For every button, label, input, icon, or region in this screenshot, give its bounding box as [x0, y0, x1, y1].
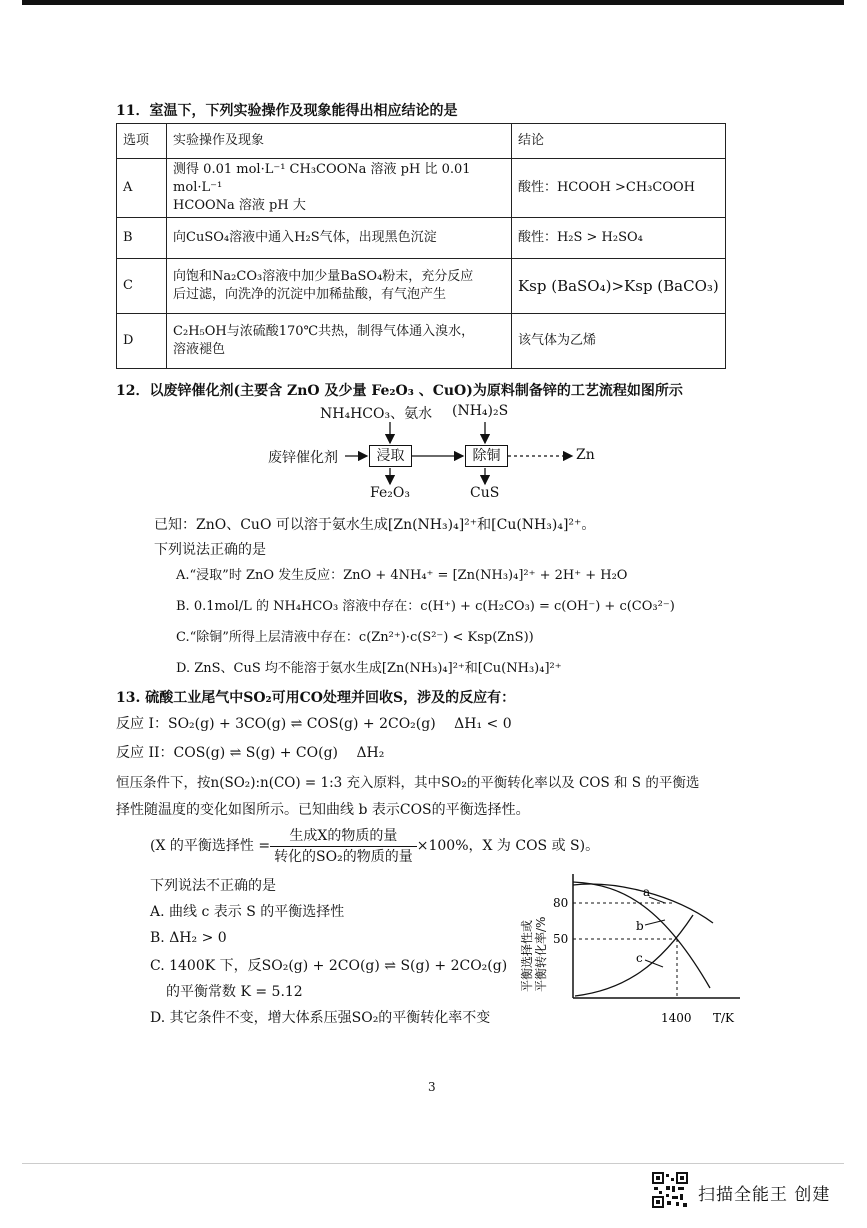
row-operation: 测得 0.01 mol·L⁻¹ CH₃COONa 溶液 pH 比 0.01 mol·L⁻¹ HCOONa 溶液 pH 大 [167, 159, 512, 218]
q13-option-d: D. 其它条件不变，增大体系压强SO₂的平衡转化率不变 [150, 1010, 491, 1026]
q13-stem: 下列说法不正确的是 [150, 878, 276, 894]
flow-reagent-1: NH₄HCO₃、氨水 [320, 406, 433, 422]
row-conclusion: 该气体为乙烯 [511, 314, 725, 369]
q12-option-c: C.“除铜”所得上层清液中存在：c(Zn²⁺)·c(S²⁻) < Ksp(ZnS)) [176, 630, 534, 645]
q12-option-b: B. 0.1mol/L 的 NH₄HCO₃ 溶液中存在：c(H⁺) + c(H₂CO₃) = c(OH⁻) + c(CO₃²⁻) [176, 599, 675, 614]
footer-divider [22, 1163, 844, 1164]
row-operation: 向CuSO₄溶液中通入H₂S气体，出现黑色沉淀 [167, 218, 512, 259]
header-operation: 实验操作及现象 [167, 124, 512, 159]
row-conclusion: 酸性：HCOOH >CH₃COOH [511, 159, 725, 218]
q12-known: 已知：ZnO、CuO 可以溶于氨水生成[Zn(NH₃)₄]²⁺和[Cu(NH₃)₄]²⁺。 [154, 517, 596, 533]
label-c: c [636, 951, 643, 965]
row-conclusion: 酸性：H₂S > H₂SO₄ [511, 218, 725, 259]
flow-product: Zn [576, 447, 595, 463]
q13-condition-line-1: 恒压条件下，按n(SO₂):n(CO) = 1:3 充入原料，其中SO₂的平衡转化率以及 COS 和 S 的平衡选 [116, 775, 700, 791]
row-operation: 向饱和Na₂CO₃溶液中加少量BaSO₄粉末，充分反应 后过滤，向洗净的沉淀中加稀盐酸，有气泡产生 [167, 259, 512, 314]
flow-step-leach: 浸取 [369, 445, 412, 467]
label-b: b [636, 919, 644, 933]
q12-option-d: D. ZnS、CuS 均不能溶于氨水生成[Zn(NH₃)₄]²⁺和[Cu(NH₃)₄]²⁺ [176, 661, 562, 676]
row-conclusion: Ksp (BaSO₄)>Ksp (BaCO₃) [511, 259, 725, 314]
leader-a [649, 897, 665, 903]
tick-50: 50 [553, 932, 569, 946]
q13-option-b: B. ΔH₂ > 0 [150, 930, 227, 946]
q13-title: 13. 硫酸工业尾气中SO₂可用CO处理并回收S，涉及的反应有： [116, 690, 516, 706]
flow-step-copper-removal: 除铜 [465, 445, 508, 467]
header-conclusion: 结论 [511, 124, 725, 159]
footer-brand: 扫描全能王 创建 [698, 1185, 831, 1205]
label-a: a [643, 885, 651, 899]
selectivity-fraction: $\frac{\text{生成X的物质的量}}{\text{转化的SO₂的物质的量}}$ [270, 826, 417, 867]
q12-title: 12．以废锌催化剂(主要含 ZnO 及少量 Fe₂O₃ 、CuO)为原料制备锌的工艺流程如图所示 [116, 383, 683, 399]
flow-start: 废锌催化剂 [268, 450, 338, 466]
row-operation: C₂H₅OH与浓硫酸170℃共热，制得气体通入溴水， 溶液褪色 [167, 314, 512, 369]
qr-code-icon [652, 1172, 688, 1208]
curve-b [573, 882, 710, 988]
flow-reagent-2: (NH₄)₂S [452, 403, 509, 419]
y-label-1: 平衡选择性或 [520, 919, 534, 992]
row-option: D [117, 314, 167, 369]
q13-reaction-1: 反应 I：SO₂(g) + 3CO(g) ⇌ COS(g) + 2CO₂(g) ΔH₁ < 0 [116, 716, 512, 732]
header-option: 选项 [117, 124, 167, 159]
q11-title: 11．室温下，下列实验操作及现象能得出相应结论的是 [116, 103, 458, 119]
flow-residue-1: Fe₂O₃ [370, 485, 410, 501]
row-option: A [117, 159, 167, 218]
q13-selectivity-formula: (X 的平衡选择性 = $\frac{\text{生成X的物质的量}}{\text{转化的SO₂的物质的量}}$ ×100%，X 为 COS 或 S)。 [150, 827, 600, 865]
x-unit: T/K [713, 1011, 735, 1025]
q13-option-c-cont: 的平衡常数 K = 5.12 [166, 984, 303, 1000]
curve-c [575, 915, 693, 996]
q12-option-a: A.“浸取”时 ZnO 发生反应：ZnO + 4NH₄⁺ = [Zn(NH₃)₄]²⁺ + 2H⁺ + H₂O [176, 568, 628, 583]
q13-option-c: C. 1400K 下，反SO₂(g) + 2CO(g) ⇌ S(g) + 2CO₂(g) [150, 958, 508, 974]
tick-80: 80 [553, 896, 569, 910]
page-number: 3 [428, 1080, 436, 1094]
row-option: C [117, 259, 167, 314]
row-option: B [117, 218, 167, 259]
q12-stem: 下列说法正确的是 [154, 542, 266, 558]
flow-arrows [0, 0, 867, 520]
y-label-2: 平衡转化率/% [534, 916, 548, 992]
flow-residue-2: CuS [470, 485, 500, 501]
q13-reaction-2: 反应 II：COS(g) ⇌ S(g) + CO(g) ΔH₂ [116, 745, 385, 761]
q13-chart [515, 870, 745, 1030]
tick-1400: 1400 [661, 1011, 692, 1025]
q13-option-a: A. 曲线 c 表示 S 的平衡选择性 [150, 904, 345, 920]
q13-condition-line-2: 择性随温度的变化如图所示。已知曲线 b 表示COS的平衡选择性。 [116, 802, 530, 818]
